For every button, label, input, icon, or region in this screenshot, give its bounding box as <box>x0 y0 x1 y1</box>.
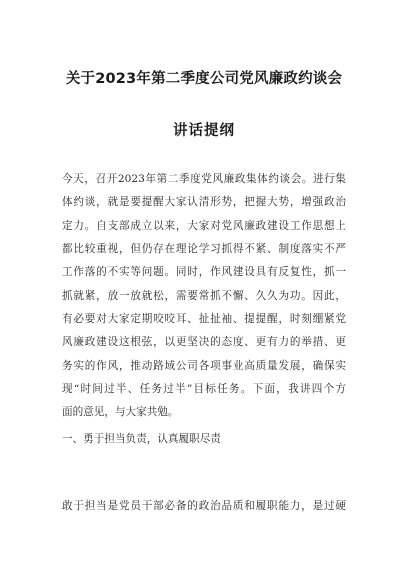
paragraph-line: 现“时间过半、任务过半”目标任务。下面，我讲四个方 <box>62 383 346 396</box>
paragraph-line: 抓就紧，放一放就松，需要常抓不懈、久久为功。因此， <box>62 289 346 302</box>
paragraph-line: 工作落的不实等问题。同时，作风建设具有反复性，抓一 <box>62 266 346 279</box>
document-subtitle: 讲话提纲 <box>173 123 235 139</box>
paragraph-line: 有必要对大家定期咬咬耳、扯扯袖、提提醒，时刻绷紧党 <box>62 313 346 326</box>
paragraph-line: 体约谈，就是要提醒大家认清形势，把握大势，增强政治 <box>62 196 346 209</box>
paragraph-line: 务实的作风，推动路域公司各项事业高质量发展，确保实 <box>62 359 346 372</box>
paragraph-line: 今天，召开2023年第二季度党风廉政集体约谈会。进行集 <box>62 173 346 185</box>
intro-paragraph <box>62 168 346 425</box>
paragraph-line: 风廉政建设这根弦，以更坚决的态度、更有力的举措、更 <box>62 336 346 349</box>
paragraph-line: 定力。自支部成立以来，大家对党风廉政建设工作思想上 <box>62 219 346 232</box>
section-heading: 一、勇于担当负责，认真履职尽责 <box>62 433 221 445</box>
paragraph-line: 面的意见，与大家共勉。 <box>62 406 179 419</box>
paragraph-line: 都比较重视，但仍存在理论学习抓得不紧、制度落实不严 <box>62 243 346 256</box>
document-title: 关于2023年第二季度公司党风廉政约谈会 <box>65 71 343 87</box>
section-paragraph <box>62 495 346 518</box>
paragraph-line: 敢于担当是党员干部必备的政治品质和履职能力，是过硬 <box>62 500 346 512</box>
